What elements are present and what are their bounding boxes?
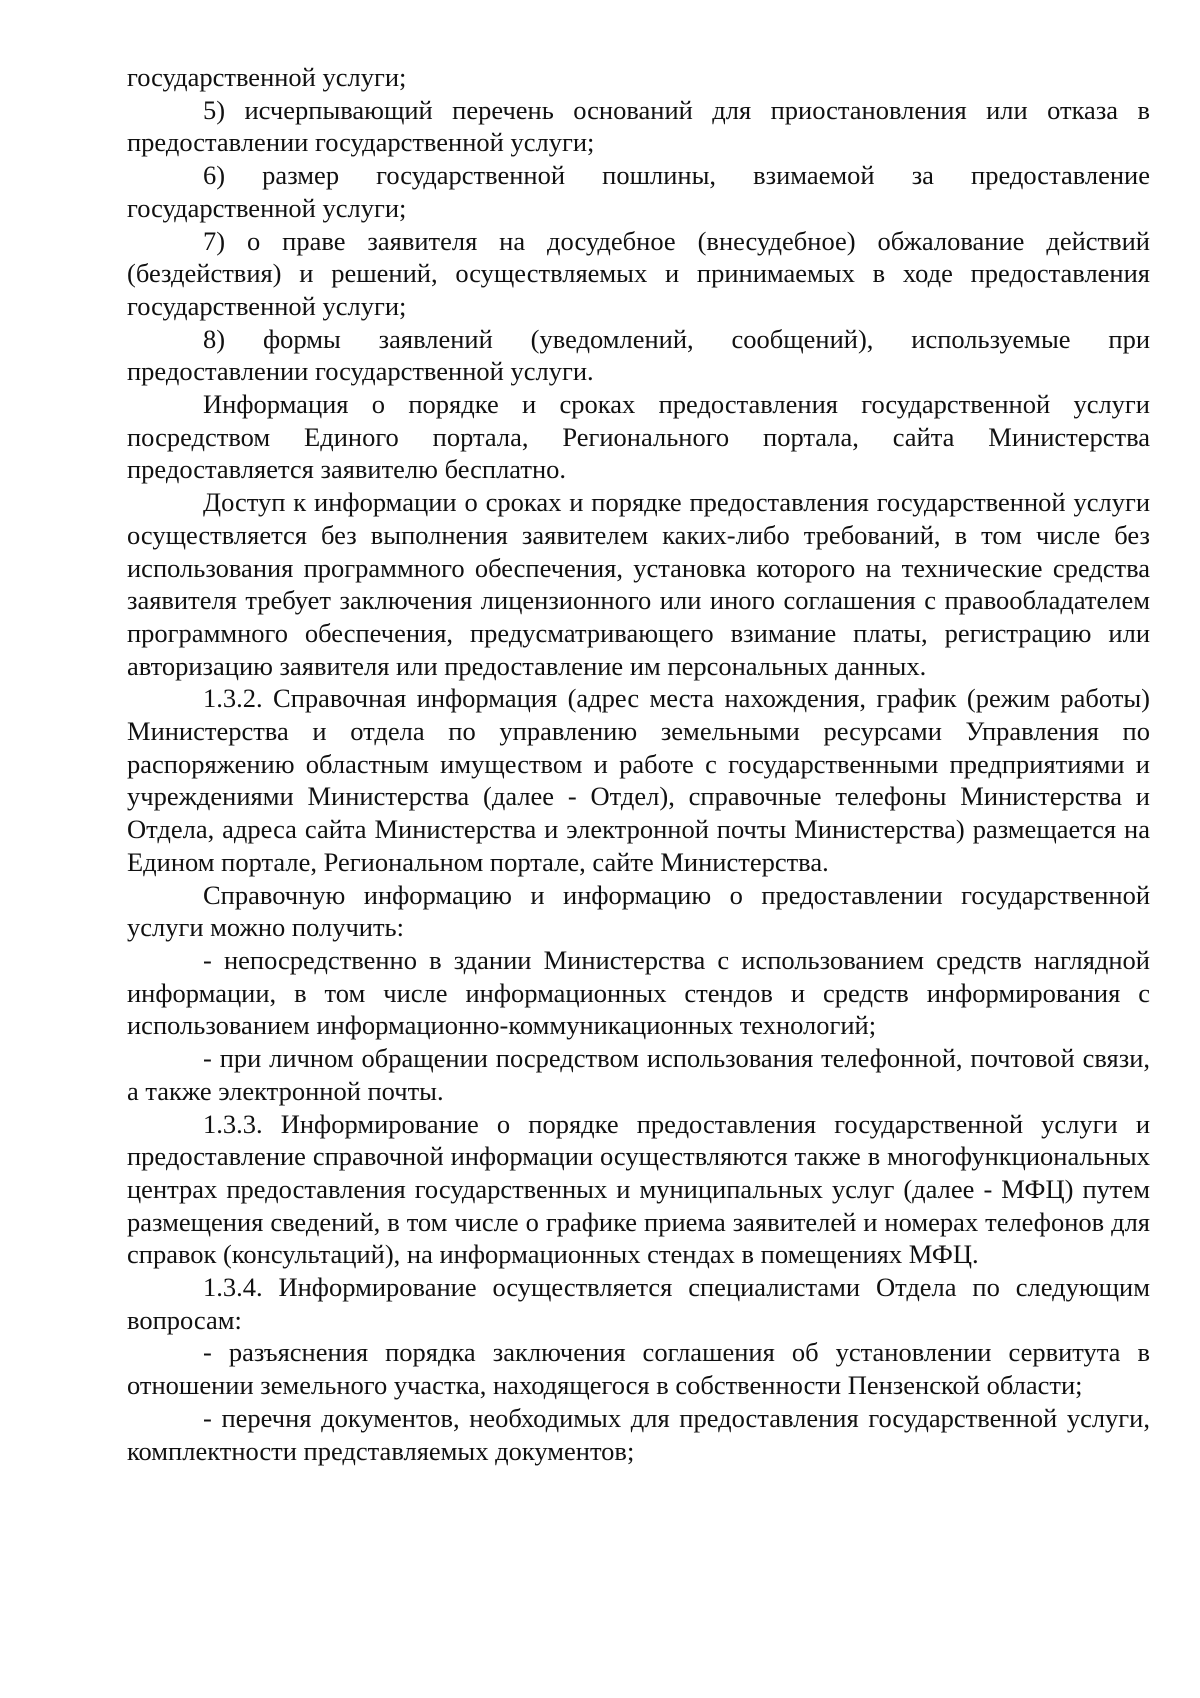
paragraph-item-8: 8) формы заявлений (уведомлений, сообщений), используемые при предоставлении государственной услуги.: [127, 323, 1150, 387]
paragraph-bullet-in-building: - непосредственно в здании Министерства с использованием средств наглядной информации, в том числе информационных стендов и средств информирования с использованием информационно-коммуникационных технологий;: [127, 944, 1150, 1041]
paragraph-item-6: 6) размер государственной пошлины, взимаемой за предоставление государственной услуги;: [127, 160, 1150, 223]
paragraph-section-1-3-4: 1.3.4. Информирование осуществляется специалистами Отдела по следующим вопросам:: [127, 1272, 1150, 1335]
paragraph-reference-info: Справочную информацию и информацию о предоставлении государственной услуги можно получить:: [127, 879, 1150, 943]
paragraph-continuation: государственной услуги;: [127, 62, 407, 92]
paragraph-bullet-easement: - разъяснения порядка заключения соглашения об установлении сервитута в отношении земельного участка, находящегося в собственности Пензенской области;: [127, 1337, 1150, 1401]
paragraph-item-7: 7) о праве заявителя на досудебное (внесудебное) обжалование действий (бездействия) и решений, осуществляемых и принимаемых в ходе предоставления государственной услуги;: [127, 225, 1150, 321]
paragraph-section-1-3-3: 1.3.3. Информирование о порядке предоставления государственной услуги и предоставление справочной информации осуществляются также в многофункциональных центрах предоставления государственных и муниципальных услуг (далее - МФЦ) путем размещения сведений, в том числе о графике приема заявителей и номерах телефонов для справок (консультаций), на информационных стендах в помещениях МФЦ.: [127, 1108, 1150, 1270]
paragraph-bullet-documents: - перечня документов, необходимых для предоставления государственной услуги, комплектности представляемых документов;: [127, 1402, 1150, 1466]
paragraph-info-access: Доступ к информации о сроках и порядке предоставления государственной услуги осуществляется без выполнения заявителем каких-либо требований, в том числе без использования программного обеспечения, установка которого на технические средства заявителя требует заключения лицензионного или иного соглашения с правообладателем программного обеспечения, предусматривающего взимание платы, регистрацию или авторизацию заявителя или предоставление им персональных данных.: [127, 487, 1150, 681]
paragraph-info-free: Информация о порядке и сроках предоставления государственной услуги посредством Единого портала, Регионального портала, сайта Министерства предоставляется заявителю бесплатно.: [127, 389, 1150, 485]
paragraph-section-1-3-2: 1.3.2. Справочная информация (адрес места нахождения, график (режим работы) Министерства и отдела по управлению земельными ресурсами Управления по распоряжению областным имуществом и работе с государственными предприятиями и учреждениями Министерства (далее - Отдел), справочные телефоны Министерства и Отдела, адреса сайта Министерства и электронной почты Министерства) размещается на Едином портале, Региональном портале, сайте Министерства.: [127, 683, 1150, 877]
paragraph-item-5: 5) исчерпывающий перечень оснований для приостановления или отказа в предоставлении государственной услуги;: [127, 94, 1150, 158]
paragraph-bullet-personal: - при личном обращении посредством использования телефонной, почтовой связи, а также электронной почты.: [127, 1043, 1150, 1106]
document-body: [127, 61, 1150, 1467]
